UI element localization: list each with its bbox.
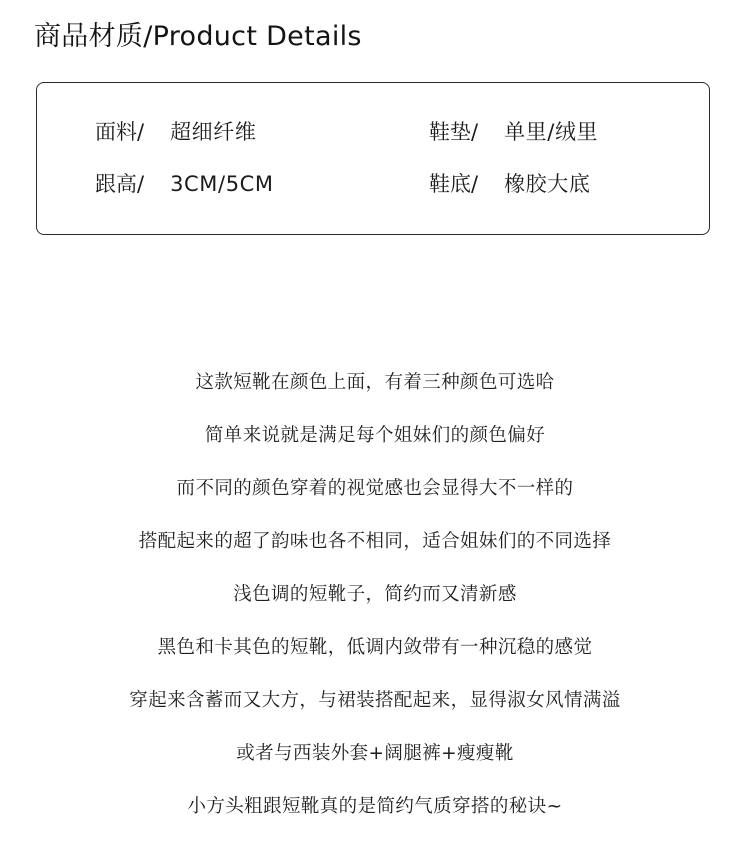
detail-insole-value: 单里/绒里	[504, 120, 599, 144]
description-line: 而不同的颜色穿着的视觉感也会显得大不一样的	[176, 478, 574, 499]
description-text	[0, 365, 750, 842]
description-line: 或者与西装外套+阔腿裤+瘦瘦靴	[236, 743, 514, 764]
product-details-box	[36, 82, 710, 235]
detail-fabric	[95, 117, 256, 147]
description-line: 浅色调的短靴子，简约而又清新感	[233, 584, 517, 605]
detail-heel-label: 跟高/	[95, 172, 145, 196]
description-line: 简单来说就是满足每个姐妹们的颜色偏好	[204, 425, 546, 446]
description-line: 小方头粗跟短靴真的是简约气质穿搭的秘诀~	[187, 796, 563, 817]
description-line: 黑色和卡其色的短靴，低调内敛带有一种沉稳的感觉	[157, 637, 593, 658]
detail-fabric-value: 超细纤维	[170, 120, 257, 144]
detail-sole-value: 橡胶大底	[504, 172, 591, 196]
description-line: 这款短靴在颜色上面，有着三种颜色可选哈	[195, 372, 555, 393]
detail-heel-value: 3CM/5CM	[170, 172, 274, 196]
detail-insole-label: 鞋垫/	[429, 120, 479, 144]
section-title: 商品材质/Product Details	[34, 21, 362, 52]
detail-sole-label: 鞋底/	[429, 172, 479, 196]
detail-heel	[95, 169, 274, 199]
description-line: 搭配起来的超了韵味也各不相同，适合姐妹们的不同选择	[138, 531, 612, 552]
detail-fabric-label: 面料/	[95, 120, 145, 144]
detail-insole	[429, 117, 598, 147]
detail-sole	[429, 169, 590, 199]
description-line: 穿起来含蓄而又大方，与裙装搭配起来，显得淑女风情满溢	[129, 690, 621, 711]
